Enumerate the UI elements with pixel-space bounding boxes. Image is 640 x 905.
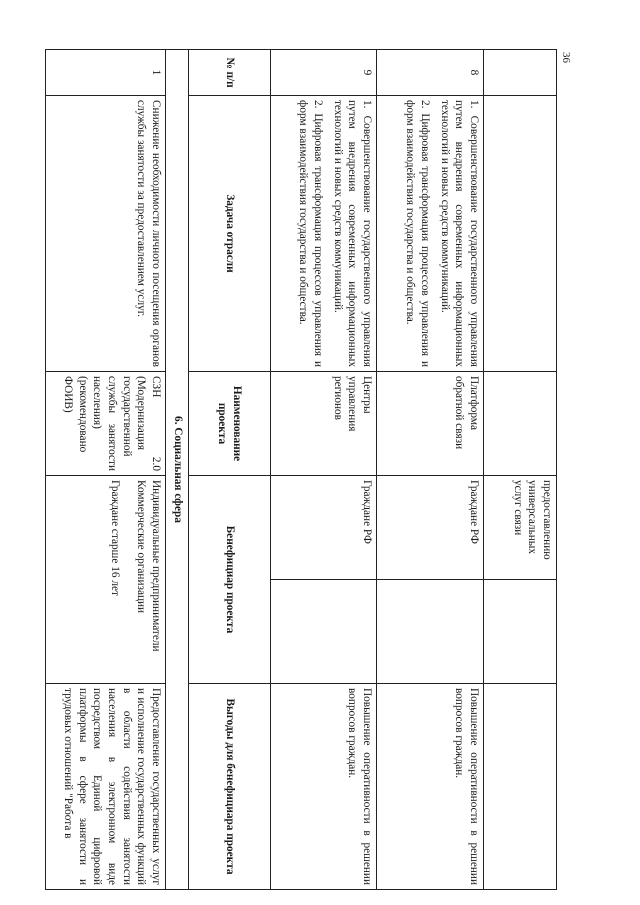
header-benefits: Выгоды для бенефициара проекта bbox=[189, 684, 271, 890]
beneficiary-item: Индивидуальные предприниматели bbox=[150, 480, 162, 652]
benefits-cell: Повышение оперативности в решении вопросов граждан. bbox=[377, 684, 484, 890]
task-cell bbox=[271, 96, 377, 372]
rotated-table-wrapper bbox=[46, 49, 557, 889]
table-row bbox=[46, 50, 166, 890]
beneficiary-cell bbox=[46, 476, 166, 684]
row-number: 9 bbox=[271, 50, 377, 96]
beneficiary-cell: Граждане РФ bbox=[377, 476, 484, 580]
row-number: 1 bbox=[46, 50, 166, 96]
beneficiary-item: Граждане старше 16 лет bbox=[108, 480, 121, 596]
project-cell: Центры управления регионов bbox=[271, 372, 377, 476]
empty-cell bbox=[271, 580, 377, 684]
benefits-cell: Предоставление государственных услуг и исполнение государственных функций в области содействия занятости населения в электронном виде посредством Единой цифровой платформы в сфере занятости и трудовых отношений "Работа в bbox=[46, 684, 166, 890]
table-row bbox=[377, 50, 484, 890]
table-row bbox=[271, 50, 377, 890]
header-num: № п/п bbox=[189, 50, 271, 96]
beneficiary-item: Коммерческие организации bbox=[135, 480, 148, 614]
table-row-continuation bbox=[484, 50, 557, 890]
task-cell: Снижение необходимости личного посещения органов службы занятости за предоставлением услуг. bbox=[46, 96, 166, 372]
task-item: 2. Цифровая трансформация процессов управления и форм взаимодействия государства и общества. bbox=[297, 100, 324, 367]
empty-cell bbox=[377, 580, 484, 684]
project-cell: предоставлению универсальных услуг связи bbox=[484, 476, 557, 580]
header-task: Задача отрасли bbox=[189, 96, 271, 372]
projects-table bbox=[45, 49, 557, 890]
row-number: 8 bbox=[377, 50, 484, 96]
project-cell: Платформа обратной связи bbox=[377, 372, 484, 476]
header-beneficiary: Бенефициар проекта bbox=[189, 476, 271, 684]
page-number: 36 bbox=[560, 52, 572, 63]
task-item: 2. Цифровая трансформация процессов управления и форм взаимодействия государства и общества. bbox=[404, 100, 431, 367]
section-title: 6. Социальная сфера bbox=[166, 50, 189, 890]
task-item: 1. Совершенствование государственного управления путем внедрения современных информационных технологий и новых средств коммуникаций. bbox=[331, 100, 373, 367]
task-cell bbox=[377, 96, 484, 372]
section-row bbox=[166, 50, 189, 890]
benefits-cell: Повышение оперативности в решении вопросов граждан. bbox=[271, 684, 377, 890]
beneficiary-cell: Граждане РФ bbox=[271, 476, 377, 580]
header-project: Наименование проекта bbox=[189, 372, 271, 476]
table-header-row bbox=[189, 50, 271, 890]
project-cell: СЗН 2.0 (Модернизация государственной службы занятости населения) (рекомендовано ФОИВ) bbox=[46, 372, 166, 476]
task-item: 1. Совершенствование государственного управления путем внедрения современных информационных технологий и новых средств коммуникаций. bbox=[438, 100, 480, 367]
